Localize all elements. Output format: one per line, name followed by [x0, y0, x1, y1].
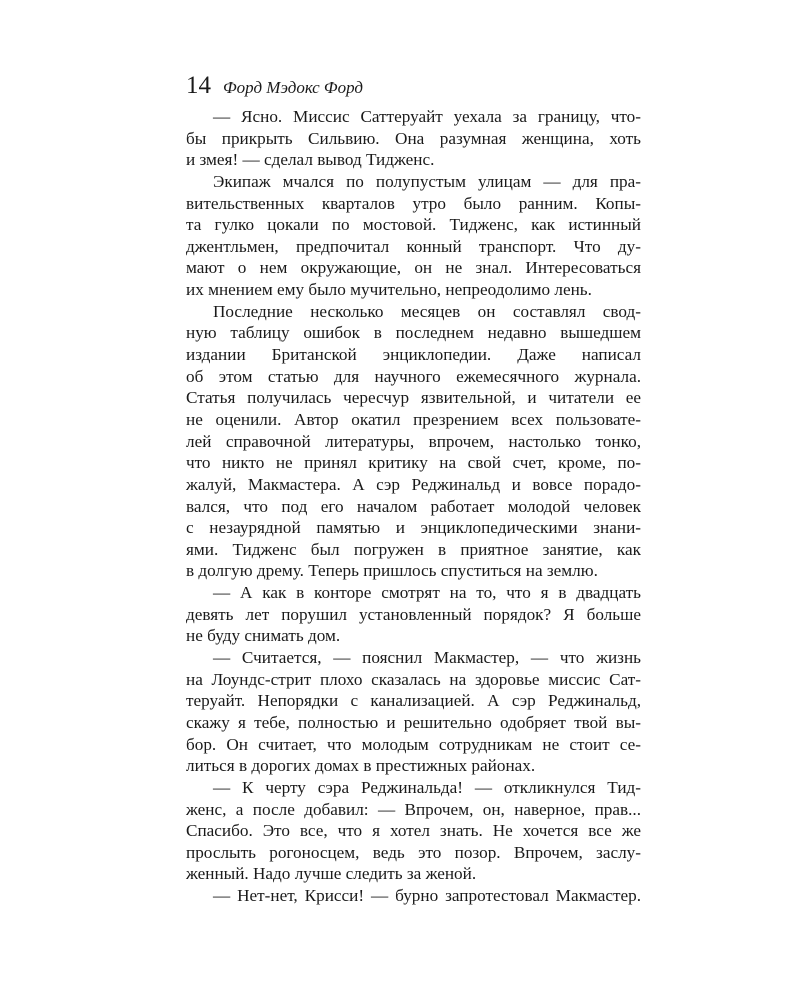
text-line: Экипаж мчался по полупустым улицам — для пра-: [213, 171, 641, 191]
text-line: не буду снимать дом.: [186, 626, 341, 646]
text-line: женс, а после добавил: — Впрочем, он, наверное, прав...: [186, 799, 641, 819]
running-head: [186, 70, 641, 102]
text-line: — Ясно. Миссис Саттеруайт уехала за границу, что-: [213, 107, 641, 126]
text-line: джентльмен, предпочитал конный транспорт. Что ду-: [186, 236, 641, 256]
text-line: — К черту сэра Реджинальда! — откликнулся Тид-: [213, 777, 641, 797]
book-page: [186, 70, 641, 907]
text-line: в долгую дрему. Теперь пришлось спуститься на землю.: [186, 561, 598, 581]
text-line: Последние несколько месяцев он составлял свод-: [213, 301, 641, 321]
paragraph: [186, 885, 641, 907]
text-line: женный. Надо лучше следить за женой.: [186, 864, 477, 884]
text-line: лей справочной литературы, впрочем, настолько тонко,: [186, 431, 641, 451]
running-title: Форд Мэдокс Форд: [223, 78, 363, 97]
text-line: издании Британской энциклопедии. Даже написал: [186, 345, 641, 365]
text-line: Статья получилась чересчур язвительной, и читатели ее: [186, 388, 641, 408]
paragraph: [186, 106, 641, 171]
paragraph: [186, 301, 641, 582]
paragraph: [186, 582, 641, 647]
text-line: девять лет порушил установленный порядок? Я больше: [186, 604, 641, 624]
text-line: вительственных кварталов утро было ранним. Копы-: [186, 193, 641, 213]
text-line: скажу я тебе, полностью и решительно одобряет твой вы-: [186, 712, 641, 732]
text-line: та гулко цокали по мостовой. Тидженс, как истинный: [186, 215, 641, 235]
text-line: и змея! — сделал вывод Тидженс.: [186, 150, 435, 170]
text-line: не оценили. Автор окатил презрением всех пользовате-: [186, 409, 641, 429]
text-line: Спасибо. Это все, что я хотел знать. Не хочется все же: [186, 821, 641, 841]
text-line: их мнением ему было мучительно, непреодолимо лень.: [186, 280, 592, 300]
body-text: [186, 106, 641, 907]
text-line: вался, что под его началом работает молодой человек: [186, 496, 641, 516]
text-line: ную таблицу ошибок в последнем недавно вышедшем: [186, 323, 641, 343]
text-line: прослыть рогоносцем, ведь это позор. Впрочем, заслу-: [186, 842, 641, 862]
page-number: 14: [186, 72, 211, 99]
text-line: что никто не принял критику на свой счет, кроме, по-: [186, 453, 641, 473]
text-line: — Считается, — пояснил Макмастер, — что жизнь: [213, 648, 641, 668]
text-line: литься в дорогих домах в престижных районах.: [186, 756, 536, 776]
text-line: теруайт. Непорядки с канализацией. А сэр Реджинальд,: [186, 691, 641, 711]
text-line: — Нет-нет, Крисси! — бурно запротестовал Макмастер.: [213, 886, 641, 906]
text-line: с незаурядной памятью и энциклопедическими знани-: [186, 518, 641, 538]
text-line: бы прикрыть Сильвию. Она разумная женщина, хоть: [186, 128, 641, 148]
text-line: — А как в конторе смотрят на то, что я в двадцать: [213, 583, 641, 603]
text-line: жалуй, Макмастера. А сэр Реджинальд и вовсе порадо-: [186, 474, 641, 494]
text-line: ями. Тидженс был погружен в приятное занятие, как: [186, 539, 641, 559]
paragraph: [186, 777, 641, 885]
text-line: мают о нем окружающие, он не знал. Интересоваться: [186, 258, 641, 278]
paragraph: [186, 171, 641, 301]
text-line: на Лоундс-стрит плохо сказалась на здоровье миссис Сат-: [186, 669, 641, 689]
paragraph: [186, 647, 641, 777]
text-line: об этом статью для научного ежемесячного журнала.: [186, 366, 641, 386]
text-line: бор. Он считает, что молодым сотрудникам не стоит се-: [186, 734, 641, 754]
